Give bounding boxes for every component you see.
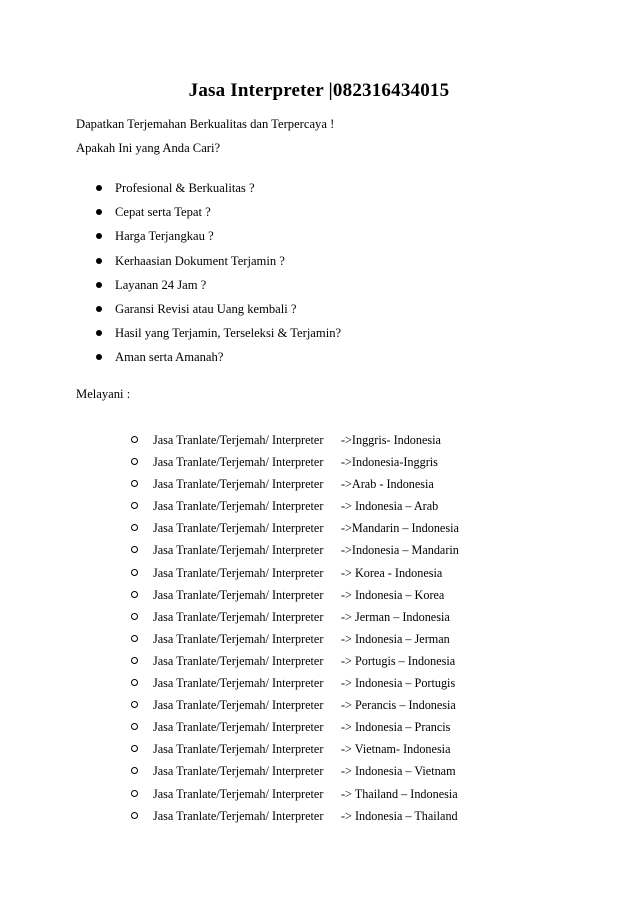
services-label: Melayani :: [76, 387, 131, 401]
feature-text: Kerhaasian Dokument Terjamin ?: [115, 253, 285, 268]
circle-bullet-icon: [131, 502, 138, 509]
language-pair: -> Korea - Indonesia: [341, 565, 443, 580]
service-name: Jasa Tranlate/Terjemah/ Interpreter: [153, 587, 324, 602]
circle-bullet-icon: [131, 458, 138, 465]
bullet-icon: [96, 330, 102, 336]
circle-bullet-icon: [131, 657, 138, 664]
language-pair: -> Indonesia – Portugis: [341, 676, 456, 691]
language-pair: -> Indonesia – Prancis: [341, 720, 451, 735]
language-pair: -> Indonesia – Korea: [341, 587, 445, 602]
circle-bullet-icon: [131, 790, 138, 797]
feature-text: Layanan 24 Jam ?: [115, 277, 207, 292]
circle-bullet-icon: [131, 679, 138, 686]
language-pair: ->Inggris- Indonesia: [341, 433, 441, 447]
intro-question: Apakah Ini yang Anda Cari?: [76, 141, 221, 155]
circle-bullet-icon: [131, 745, 138, 752]
circle-bullet-icon: [131, 436, 138, 443]
bullet-icon: [96, 258, 102, 264]
circle-bullet-icon: [131, 812, 138, 819]
service-name: Jasa Tranlate/Terjemah/ Interpreter: [153, 521, 324, 536]
circle-bullet-icon: [131, 767, 138, 774]
language-pair: ->Indonesia – Mandarin: [341, 543, 459, 558]
circle-bullet-icon: [131, 635, 138, 642]
service-name: Jasa Tranlate/Terjemah/ Interpreter: [153, 698, 324, 713]
service-name: Jasa Tranlate/Terjemah/ Interpreter: [153, 477, 324, 492]
service-name: Jasa Tranlate/Terjemah/ Interpreter: [153, 676, 324, 691]
language-pair: -> Indonesia – Thailand: [341, 808, 458, 823]
language-pair: -> Thailand – Indonesia: [341, 786, 458, 801]
service-name: Jasa Tranlate/Terjemah/ Interpreter: [153, 609, 324, 624]
bullet-icon: [96, 209, 102, 215]
page-title: Jasa Interpreter |082316434015: [188, 80, 450, 101]
circle-bullet-icon: [131, 723, 138, 730]
bullet-icon: [96, 354, 102, 360]
feature-text: Aman serta Amanah?: [115, 350, 224, 365]
feature-text: Profesional & Berkualitas ?: [115, 181, 255, 195]
service-name: Jasa Tranlate/Terjemah/ Interpreter: [153, 764, 324, 779]
language-pair: -> Portugis – Indonesia: [341, 653, 456, 668]
language-pair: -> Perancis – Indonesia: [341, 698, 456, 713]
service-name: Jasa Tranlate/Terjemah/ Interpreter: [153, 786, 324, 801]
feature-text: Cepat serta Tepat ?: [115, 205, 211, 220]
intro-headline: Dapatkan Terjemahan Berkualitas dan Terpercaya !: [76, 117, 335, 131]
service-name: Jasa Tranlate/Terjemah/ Interpreter: [153, 433, 324, 447]
circle-bullet-icon: [131, 569, 138, 576]
circle-bullet-icon: [131, 524, 138, 531]
feature-text: Harga Terjangkau ?: [115, 229, 214, 244]
language-pair: -> Vietnam- Indonesia: [341, 742, 451, 757]
service-name: Jasa Tranlate/Terjemah/ Interpreter: [153, 631, 324, 646]
service-name: Jasa Tranlate/Terjemah/ Interpreter: [153, 653, 324, 668]
bullet-icon: [96, 306, 102, 312]
feature-text: Garansi Revisi atau Uang kembali ?: [115, 301, 297, 316]
bullet-icon: [96, 185, 102, 191]
service-name: Jasa Tranlate/Terjemah/ Interpreter: [153, 808, 324, 823]
circle-bullet-icon: [131, 613, 138, 620]
language-pair: -> Indonesia – Vietnam: [341, 764, 456, 779]
feature-text: Hasil yang Terjamin, Terseleksi & Terjamin?: [115, 326, 342, 341]
language-pair: -> Indonesia – Arab: [341, 499, 439, 514]
service-name: Jasa Tranlate/Terjemah/ Interpreter: [153, 742, 324, 757]
language-pair: ->Arab - Indonesia: [341, 477, 434, 492]
bullet-icon: [96, 282, 102, 288]
service-name: Jasa Tranlate/Terjemah/ Interpreter: [153, 543, 324, 558]
circle-bullet-icon: [131, 701, 138, 708]
language-pair: -> Jerman – Indonesia: [341, 609, 450, 624]
language-pair: ->Mandarin – Indonesia: [341, 521, 459, 536]
circle-bullet-icon: [131, 480, 138, 487]
service-name: Jasa Tranlate/Terjemah/ Interpreter: [153, 720, 324, 735]
circle-bullet-icon: [131, 591, 138, 598]
language-pair: ->Indonesia-Inggris: [341, 455, 438, 470]
language-pair: -> Indonesia – Jerman: [341, 631, 450, 646]
bullet-icon: [96, 233, 102, 239]
service-name: Jasa Tranlate/Terjemah/ Interpreter: [153, 499, 324, 514]
service-name: Jasa Tranlate/Terjemah/ Interpreter: [153, 565, 324, 580]
service-name: Jasa Tranlate/Terjemah/ Interpreter: [153, 455, 324, 470]
circle-bullet-icon: [131, 546, 138, 553]
